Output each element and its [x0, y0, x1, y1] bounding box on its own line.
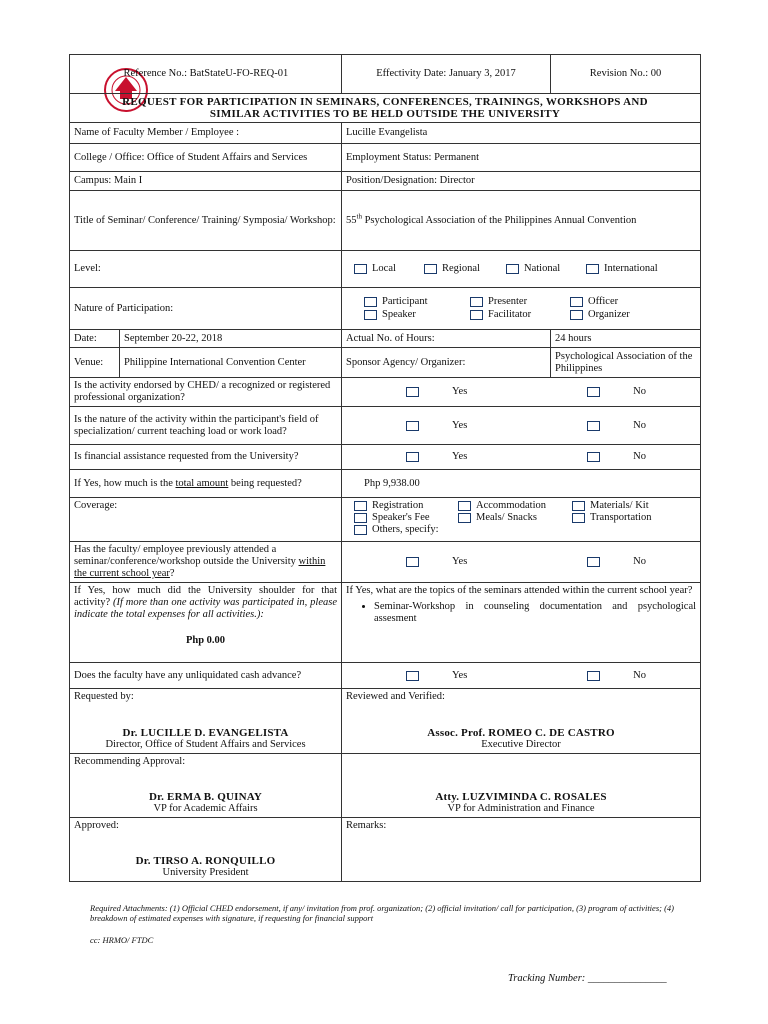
requester-name: Dr. LUCILLE D. EVANGELISTA — [122, 727, 289, 739]
seminar-title-value[interactable]: 55th Psychological Association of the Philippines Annual Convention — [342, 191, 701, 251]
coverage-others-checkbox[interactable]: Others, specify: — [354, 524, 458, 536]
name-label: Name of Faculty Member / Employee : — [70, 123, 342, 144]
coverage-transportation-checkbox[interactable]: Transportation — [572, 512, 672, 524]
q-field-of-specialization: Is the nature of the activity within the participant's field of specialization/ current teaching load or work load? — [70, 407, 342, 445]
nature-speaker-checkbox[interactable]: Speaker — [364, 309, 470, 321]
coverage-accommodation-checkbox[interactable]: Accommodation — [458, 500, 572, 512]
coverage-speakers-fee-checkbox[interactable]: Speaker's Fee — [354, 512, 458, 524]
sponsor-value[interactable]: Psychological Association of the Philippines — [551, 348, 701, 378]
q-unliquidated-cash: Does the faculty have any unliquidated cash advance? — [70, 663, 342, 689]
level-label: Level: — [70, 251, 342, 288]
level-local-checkbox[interactable]: Local — [354, 263, 424, 275]
venue-value[interactable]: Philippine International Convention Center — [120, 348, 342, 378]
no-checkbox[interactable]: No — [587, 556, 646, 568]
nature-officer-checkbox[interactable]: Officer — [570, 296, 660, 308]
q-field-answer — [342, 407, 701, 445]
hours-value[interactable]: 24 hours — [551, 330, 701, 348]
q-topics-attended: If Yes, what are the topics of the seminars attended within the current school year? • Seminar-Workshop in counseling documentation and psychological assesment — [342, 583, 701, 663]
yes-checkbox[interactable]: Yes — [406, 451, 467, 463]
recommender-1-name: Dr. ERMA B. QUINAY — [148, 791, 263, 803]
topic-item[interactable]: • Seminar-Workshop in counseling documentation and psychological assesment — [374, 601, 696, 625]
amount-requested-value[interactable]: Php 9,938.00 — [342, 470, 701, 498]
requested-by-block: Requested by: Dr. LUCILLE D. EVANGELISTA Director, Office of Student Affairs and Services — [70, 689, 342, 754]
coverage-materials-checkbox[interactable]: Materials/ Kit — [572, 500, 672, 512]
coverage-label: Coverage: — [70, 498, 342, 542]
nature-options — [342, 288, 701, 330]
recommending-approval-block-2: Atty. LUZVIMINDA C. ROSALES VP for Administration and Finance — [342, 754, 701, 818]
q-financial-answer — [342, 445, 701, 470]
yes-checkbox[interactable]: Yes — [406, 386, 467, 398]
cc-line: cc: HRMO/ FTDC — [90, 935, 154, 945]
name-value[interactable]: Lucille Evangelista — [342, 123, 701, 144]
level-regional-checkbox[interactable]: Regional — [424, 263, 506, 275]
reference-number: Reference No.: BatStateU-FO-REQ-01 — [120, 55, 342, 94]
yes-checkbox[interactable]: Yes — [406, 670, 467, 682]
no-checkbox[interactable]: No — [587, 670, 646, 682]
nature-facilitator-checkbox[interactable]: Facilitator — [470, 309, 570, 321]
employment-status-field[interactable]: Employment Status: Permanent — [342, 144, 701, 172]
form-title: REQUEST FOR PARTICIPATION IN SEMINARS, CONFERENCES, TRAININGS, WORKSHOPS AND SIMILAR ACTIVITIES TO BE HELD OUTSIDE THE UNIVERSITY — [70, 94, 701, 123]
yes-checkbox[interactable]: Yes — [406, 556, 467, 568]
seminar-title-label: Title of Seminar/ Conference/ Training/ Symposia/ Workshop: — [70, 191, 342, 251]
no-checkbox[interactable]: No — [587, 420, 646, 432]
approver-name: Dr. TIRSO A. RONQUILLO — [135, 855, 276, 867]
position-field[interactable]: Position/Designation: Director — [342, 172, 701, 191]
remarks-block[interactable]: Remarks: — [342, 818, 701, 882]
request-form-table — [69, 54, 701, 882]
campus-field[interactable]: Campus: Main I — [70, 172, 342, 191]
coverage-options — [342, 498, 701, 542]
required-attachments-note: Required Attachments: (1) Official CHED endorsement, if any/ invitation from prof. organization; (2) official invitation/ call for participation, (3) program of activities; (4) breakdown of estimated expenses with signature, if requesting for financial support — [90, 903, 674, 923]
nature-organizer-checkbox[interactable]: Organizer — [570, 309, 660, 321]
effectivity-date: Effectivity Date: January 3, 2017 — [342, 55, 551, 94]
reviewed-by-block: Reviewed and Verified: Assoc. Prof. ROMEO C. DE CASTRO Executive Director — [342, 689, 701, 754]
level-options — [342, 251, 701, 288]
q-university-shouldered: If Yes, how much did the University shoulder for that activity? (If more than one activity was participated in, please indicate the total expenses for all activities.): Php 0.00 — [70, 583, 342, 663]
venue-label: Venue: — [70, 348, 120, 378]
q-previously-attended-answer — [342, 542, 701, 583]
hours-label: Actual No. of Hours: — [342, 330, 551, 348]
recommending-approval-block: Recommending Approval: Dr. ERMA B. QUINAY VP for Academic Affairs — [70, 754, 342, 818]
q-unliquidated-answer — [342, 663, 701, 689]
no-checkbox[interactable]: No — [587, 386, 646, 398]
date-label: Date: — [70, 330, 120, 348]
q-ched-endorsed-answer — [342, 378, 701, 407]
q-amount-requested: If Yes, how much is the total amount being requested? — [70, 470, 342, 498]
coverage-meals-checkbox[interactable]: Meals/ Snacks — [458, 512, 572, 524]
approved-by-block: Approved: Dr. TIRSO A. RONQUILLO University President — [70, 818, 342, 882]
nature-presenter-checkbox[interactable]: Presenter — [470, 296, 570, 308]
nature-participant-checkbox[interactable]: Participant — [364, 296, 470, 308]
no-checkbox[interactable]: No — [587, 451, 646, 463]
q-financial-assistance: Is financial assistance requested from the University? — [70, 445, 342, 470]
q-previously-attended: Has the faculty/ employee previously attended a seminar/conference/workshop outside the University within the current school year? — [70, 542, 342, 583]
college-field[interactable]: College / Office: Office of Student Affairs and Services — [70, 144, 342, 172]
sponsor-label: Sponsor Agency/ Organizer: — [342, 348, 551, 378]
tracking-number[interactable]: Tracking Number: _______________ — [508, 973, 667, 984]
reviewer-name: Assoc. Prof. ROMEO C. DE CASTRO — [427, 727, 615, 739]
recommender-2-name: Atty. LUZVIMINDA C. ROSALES — [435, 791, 607, 803]
revision-number: Revision No.: 00 — [551, 55, 701, 94]
q-ched-endorsed: Is the activity endorsed by CHED/ a recognized or registered professional organization? — [70, 378, 342, 407]
level-international-checkbox[interactable]: International — [586, 263, 658, 275]
coverage-registration-checkbox[interactable]: Registration — [354, 500, 458, 512]
yes-checkbox[interactable]: Yes — [406, 420, 467, 432]
level-national-checkbox[interactable]: National — [506, 263, 586, 275]
nature-label: Nature of Participation: — [70, 288, 342, 330]
date-value[interactable]: September 20-22, 2018 — [120, 330, 342, 348]
shouldered-amount[interactable]: Php 0.00 — [185, 635, 226, 646]
